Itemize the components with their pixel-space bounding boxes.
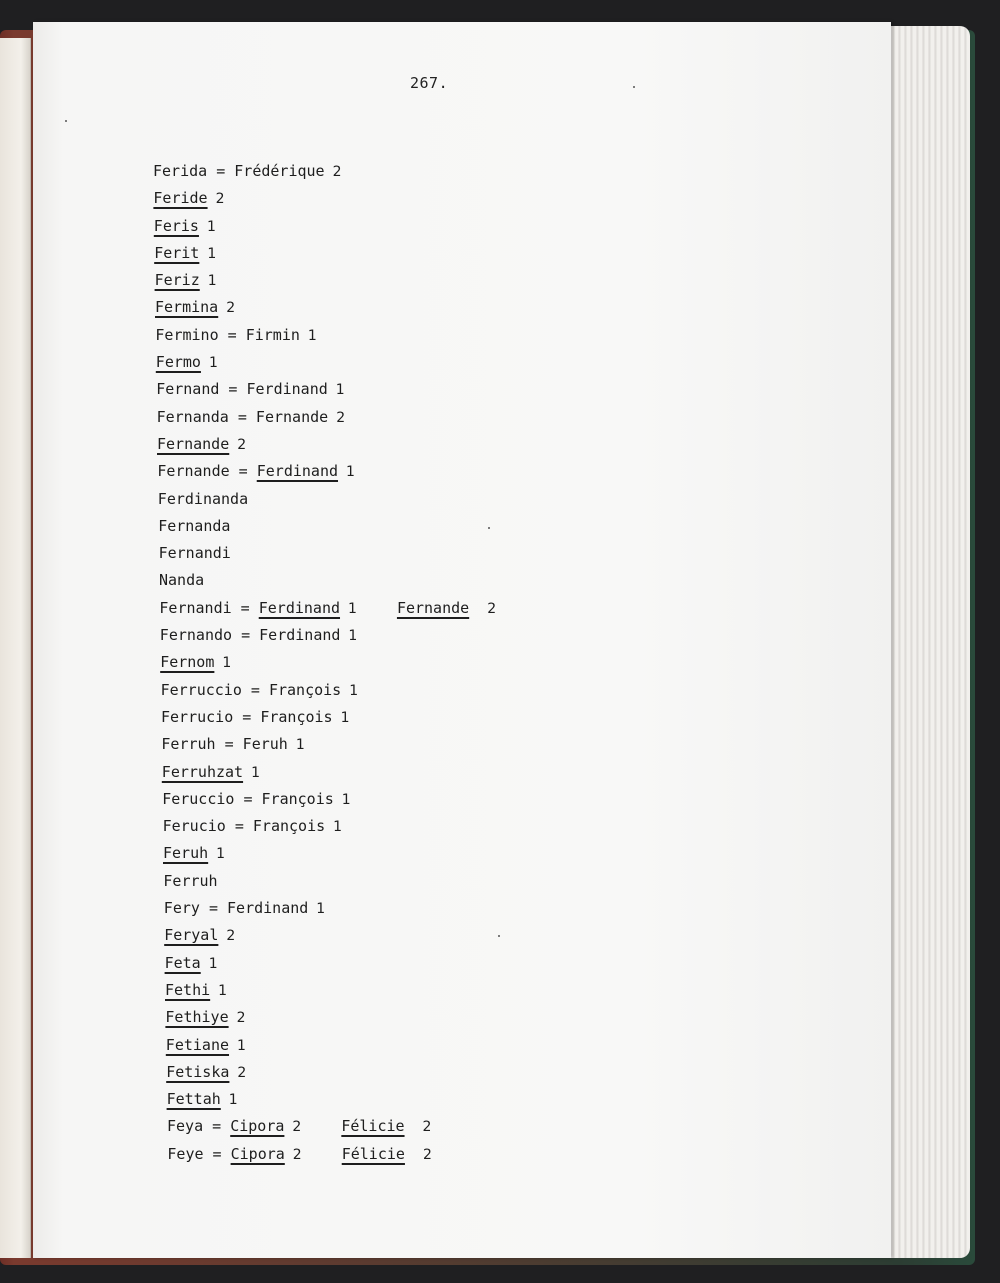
entry-count: 1 (208, 955, 218, 972)
book-page (33, 22, 891, 1258)
entry-count: 2 (237, 1064, 247, 1081)
entry-name: Ferruh (163, 871, 218, 890)
entry-count: 2 (237, 436, 247, 453)
entry-name: Fernande = (157, 462, 257, 481)
entry-name: Ferida = Frédérique (153, 162, 325, 180)
entry-name-underlined: Fetiska (166, 1062, 230, 1081)
name-entry (153, 706, 673, 733)
entry-name-underlined: Fethi (165, 980, 211, 999)
name-entry (153, 1006, 673, 1033)
name-entry (153, 378, 673, 405)
entry-name-underlined: Fetiane (165, 1035, 230, 1054)
entry-count: 1 (341, 791, 351, 808)
name-entry (153, 679, 673, 706)
entry-name: Ferruccio = François (160, 680, 342, 699)
name-entry (153, 1143, 673, 1170)
name-entry (153, 1061, 673, 1088)
paper-speck (65, 120, 67, 122)
entry-count: 1 (340, 709, 350, 726)
entry-name: Ferdinanda (157, 489, 249, 508)
name-entry (153, 624, 673, 651)
name-entry (153, 269, 673, 296)
entry-name-underlined: Ferdinand (258, 598, 341, 617)
paper-speck (633, 86, 635, 88)
entry-name-underlined: Fettah (166, 1090, 221, 1109)
name-entry (153, 215, 673, 242)
name-entry (153, 979, 673, 1006)
entry-variant-count: 2 (422, 1119, 432, 1136)
entry-count: 2 (336, 409, 346, 426)
entry-name-underlined: Ferit (154, 243, 200, 262)
name-entry (153, 651, 673, 678)
entry-name: Ferruh = Feruh (161, 735, 288, 754)
entry-count: 1 (218, 982, 228, 999)
name-entry (153, 296, 673, 323)
page-number: 267. (410, 74, 449, 92)
entry-name: Fernanda (158, 516, 231, 535)
entry-variant-underlined: Félicie (341, 1117, 405, 1136)
name-entry (153, 788, 673, 815)
entry-name-underlined: Ferruhzat (161, 762, 244, 781)
name-entry (153, 160, 673, 187)
name-entry (153, 815, 673, 842)
entry-count: 2 (236, 1010, 246, 1027)
entry-name-underlined: Fethiye (165, 1008, 229, 1027)
name-entry (153, 488, 673, 515)
entry-variant-count: 2 (487, 600, 497, 617)
name-entry (153, 569, 673, 596)
entry-count: 1 (348, 628, 358, 645)
entry-count: 2 (226, 300, 236, 317)
entry-count: 1 (206, 218, 216, 235)
name-entry (153, 733, 673, 760)
entry-name-underlined: Feriz (154, 271, 200, 290)
entry-name-underlined: Fernom (160, 653, 215, 672)
entry-count: 1 (237, 1037, 246, 1054)
entry-name-underlined: Feride (153, 189, 208, 208)
entry-name: Fernandi = (159, 598, 259, 617)
entry-count: 1 (207, 245, 217, 262)
entry-count: 1 (208, 355, 218, 372)
entry-name-underlined: Ferdinand (256, 462, 339, 481)
entry-name-underlined: Feta (164, 953, 201, 972)
entry-name: Fernand = Ferdinand (156, 380, 328, 399)
entry-variant-count: 2 (422, 1146, 432, 1163)
entry-name: Ferucio = François (162, 817, 326, 836)
entry-count: 1 (335, 382, 345, 399)
entry-name-underlined: Feris (153, 216, 199, 235)
entry-count: 1 (216, 846, 226, 863)
entry-name: Nanda (159, 571, 205, 590)
name-entry (153, 433, 673, 460)
name-entry (153, 897, 673, 924)
entry-name: Fermino = Firmin (155, 325, 300, 344)
entry-name: Ferrucio = François (161, 707, 333, 726)
entry-name: Feye = (167, 1144, 231, 1163)
name-entry (153, 952, 673, 979)
entry-name: Feya = (167, 1117, 231, 1136)
entry-count: 2 (226, 928, 236, 945)
entry-name-underlined: Cipora (230, 1144, 285, 1163)
paper-speck (488, 527, 490, 529)
entry-name-underlined: Cipora (230, 1117, 285, 1136)
entry-count: 1 (348, 600, 357, 617)
entry-count: 2 (292, 1146, 302, 1163)
name-entry (153, 1034, 673, 1061)
entry-name-underlined: Fermina (155, 298, 219, 317)
entry-name: Feruccio = François (162, 789, 334, 808)
name-entry (153, 1088, 673, 1115)
name-entry (153, 515, 673, 542)
entry-name-underlined: Feryal (164, 926, 219, 945)
left-page-edge (0, 38, 31, 1258)
entry-count: 1 (228, 1092, 238, 1109)
entry-name: Fery = Ferdinand (163, 899, 309, 918)
name-entry (153, 187, 673, 214)
entry-variant-underlined: Félicie (341, 1144, 405, 1163)
name-entry (153, 924, 673, 951)
entry-count: 1 (295, 737, 305, 754)
entry-count: 1 (316, 901, 326, 918)
entry-name-underlined: Feruh (163, 844, 209, 863)
entry-count: 1 (251, 764, 260, 781)
entry-count: 1 (349, 682, 359, 699)
entry-count: 1 (222, 655, 232, 672)
entry-count: 1 (346, 464, 355, 481)
name-entry (153, 597, 673, 624)
entry-name: Fernandi (158, 544, 231, 563)
name-entry (153, 842, 673, 869)
name-entry (153, 542, 673, 569)
entry-name: Fernanda = Fernande (156, 407, 329, 426)
entry-name-underlined: Fermo (155, 353, 201, 372)
name-entry (153, 761, 673, 788)
name-entry (153, 1115, 673, 1142)
name-entry (153, 406, 673, 433)
name-entry (153, 242, 673, 269)
name-entry (153, 870, 673, 897)
paper-speck (498, 935, 500, 937)
entry-count: 2 (292, 1119, 302, 1136)
entry-count: 1 (207, 273, 217, 290)
entry-name-underlined: Fernande (157, 434, 230, 453)
name-entry (153, 460, 673, 487)
name-entry-list (153, 160, 673, 1170)
entry-name: Fernando = Ferdinand (159, 626, 341, 645)
entry-variant-underlined: Fernande (396, 598, 470, 617)
entry-count: 2 (332, 164, 342, 180)
entry-count: 1 (307, 327, 317, 344)
entry-count: 1 (333, 819, 343, 836)
entry-count: 2 (215, 191, 225, 208)
name-entry (153, 351, 673, 378)
name-entry (153, 324, 673, 351)
